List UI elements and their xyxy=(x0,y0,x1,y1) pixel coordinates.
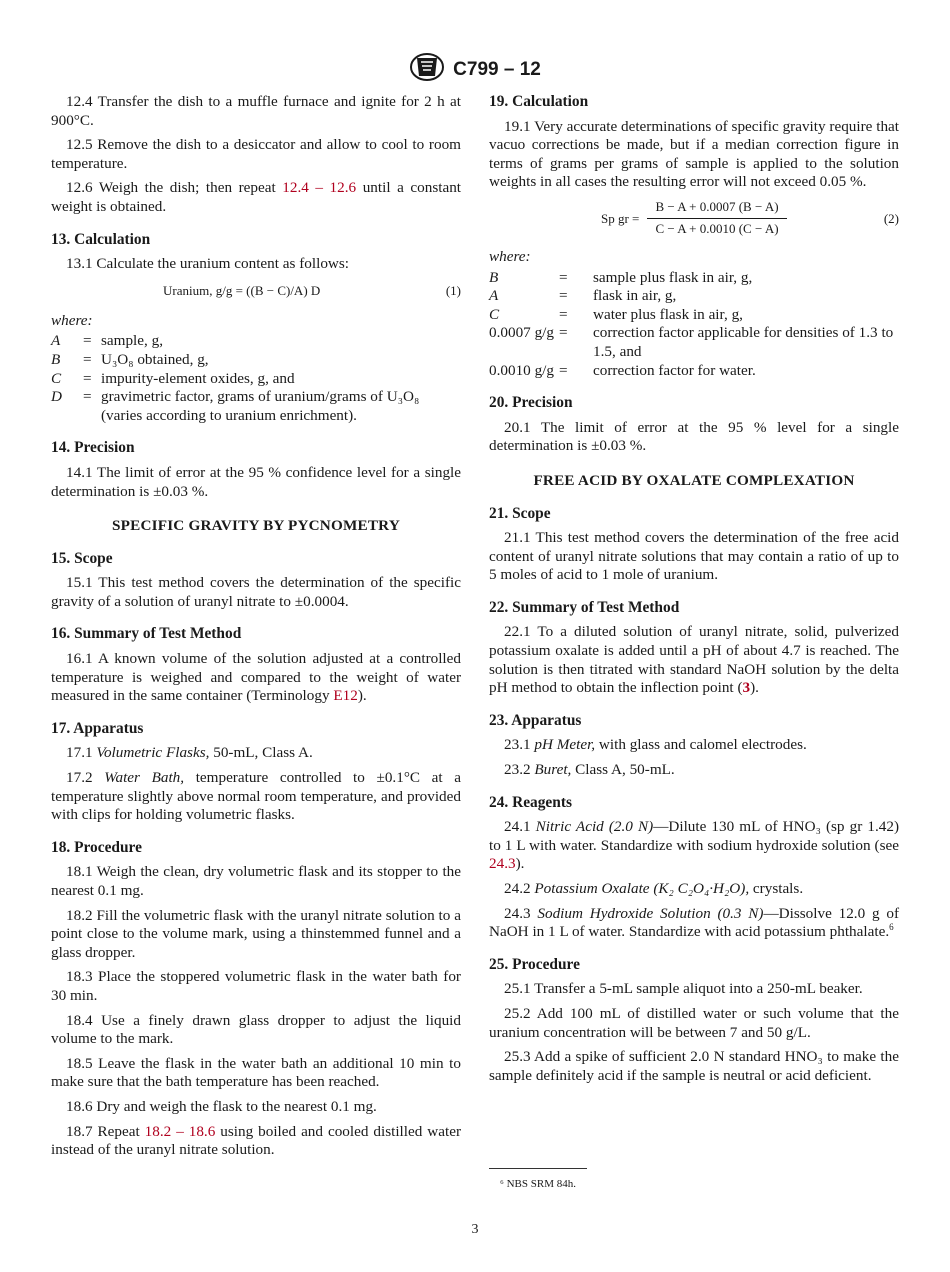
section-heading-17: 17. Apparatus xyxy=(51,719,144,737)
paragraph-18-1: 18.1 Weigh the clean, dry volumetric flask and its stopper to the nearest 0.1 mg. xyxy=(51,863,461,899)
section-heading-25: 25. Procedure xyxy=(489,955,580,973)
section-heading-18: 18. Procedure xyxy=(51,838,142,856)
paragraph-25-2: 25.2 Add 100 mL of distilled water or such volume that the uranium concentration will be between 7 and 50 g/L. xyxy=(489,1004,899,1041)
equation-2-number: (2) xyxy=(883,210,899,226)
footnote-6: ⁶ NBS SRM 84h. xyxy=(500,1178,576,1190)
paragraph-18-2: 18.2 Fill the volumetric flask with the uranyl nitrate solution to a point close to the volume mark, using a thinstemmed funnel and a glass dropper. xyxy=(51,906,461,961)
equation-2 xyxy=(489,198,899,240)
paragraph-13-1: 13.1 Calculate the uranium content as follows: xyxy=(66,255,350,273)
paragraph-18-6: 18.6 Dry and weigh the flask to the nearest 0.1 mg. xyxy=(66,1097,377,1115)
paragraph-18-3: 18.3 Place the stoppered volumetric flask in the water bath for 30 min. xyxy=(51,968,461,1004)
paragraph-18-7: 18.7 Repeat 18.2 – 18.6 using boiled and cooled distilled water instead of the uranyl nitrate solution. xyxy=(51,1122,462,1159)
definition-symbol: 0.0010 g/g xyxy=(489,361,554,379)
section-link-12-4-12-6[interactable]: 12.4 – 12.6 xyxy=(282,179,357,197)
paragraph-19-1: 19.1 Very accurate determinations of specific gravity require that vacuo corrections be made, but if a median correction figure in terms of grams per grams of sample is applied to the solution weights in all cases the resulting error will not exceed 0.05 %. xyxy=(489,117,899,191)
variable-definitions-2: B = sample plus flask in air, g, A = flask in air, g, C = water plus flask in air, g, 0.0007 g/g = correction factor applicable for densities of 1.3 to 1.5, and 0.0010 g/g = correction factor for water. xyxy=(489,269,899,381)
footnote-marker: 6 xyxy=(889,922,894,933)
definition-text: water plus flask in air, g, xyxy=(593,305,743,323)
paragraph-15-1: 15.1 This test method covers the determination of the specific gravity of a solution of uranyl nitrate to ±0.0004. xyxy=(51,574,461,610)
equation-1 xyxy=(51,280,461,304)
definition-symbol: B xyxy=(51,350,61,368)
definition-symbol: D xyxy=(51,388,62,406)
paragraph-25-3: 25.3 Add a spike of sufficient 2.0 N standard HNO₃ to make the sample definitely acid if the sample is neutral or acid deficient. xyxy=(489,1048,899,1084)
paragraph-24-3: 24.3 Sodium Hydroxide Solution (0.3 N)—Dissolve 12.0 g of NaOH in 1 L of water. Standardize with acid potassium phthalate.$^6$ xyxy=(489,904,900,941)
section-heading-24: 24. Reagents xyxy=(489,793,572,811)
definition-text: sample plus flask in air, g, xyxy=(593,268,753,286)
document-designation: C799 – 12 xyxy=(453,58,541,80)
definition-text: impurity-element oxides, g, and xyxy=(101,369,295,387)
definition-text: U₃O₈ obtained, g, xyxy=(101,350,209,368)
definition-text: gravimetric factor, grams of uranium/grams of U₃O₈ (varies according to uranium enrichment). xyxy=(101,388,420,424)
definition-text: correction factor applicable for densities of 1.3 to 1.5, and xyxy=(593,324,894,360)
paragraph-24-1: 24.1 Nitric Acid (2.0 N)—Dilute 130 mL of HNO₃ (sp gr 1.42) to 1 L with water. Standardize with sodium hydroxide solution (see 24.3). xyxy=(489,818,899,873)
paragraph-14-1: 14.1 The limit of error at the 95 % confidence level for a single determination is ±0.03 %. xyxy=(51,463,461,500)
definition-text: flask in air, g, xyxy=(593,287,677,305)
definition-symbol: C xyxy=(489,305,500,323)
paragraph-17-2: 17.2 Water Bath, temperature controlled to ±0.1°C at a temperature slightly above normal room temperature, and provided with clips for holding volumetric flasks. xyxy=(51,769,462,824)
paragraph-23-2: 23.2 Buret, Class A, 50-mL. xyxy=(504,761,675,779)
definition-text: sample, g, xyxy=(101,332,164,350)
section-heading-20: 20. Precision xyxy=(489,394,573,412)
paragraph-21-1: 21.1 This test method covers the determination of the free acid content of uranyl nitrate solutions that may contain a ratio of up to 5 moles of acid to 1 mole of uranium. xyxy=(489,529,899,584)
paragraph-22-1: 22.1 To a diluted solution of uranyl nitrate, solid, pulverized potassium oxalate is added until a pH of about 4.7 is reached. The solution is then titrated with standard NaOH solution by the delta pH method to obtain the inflection point (3). xyxy=(489,623,899,697)
section-heading-13: 13. Calculation xyxy=(51,230,151,248)
definition-symbol: C xyxy=(51,369,62,387)
left-column xyxy=(51,93,461,1166)
paragraph-12-4: 12.4 Transfer the dish to a muffle furnace and ignite for 2 h at 900°C. xyxy=(51,93,461,129)
section-heading-14: 14. Precision xyxy=(51,439,135,457)
paragraph-23-1: 23.1 pH Meter, with glass and calomel electrodes. xyxy=(504,736,807,754)
astm-logo-icon xyxy=(409,52,445,87)
section-heading-15: 15. Scope xyxy=(51,549,113,567)
definition-symbol: B xyxy=(489,268,499,286)
reference-link-3[interactable]: 3 xyxy=(742,679,751,697)
section-heading-23: 23. Apparatus xyxy=(489,711,582,729)
paragraph-20-1: 20.1 The limit of error at the 95 % level for a single determination is ±0.03 %. xyxy=(489,418,899,455)
equation-1-body: Uranium, g/g = ((B − C)/A) D xyxy=(163,282,321,298)
section-heading-16: 16. Summary of Test Method xyxy=(51,625,242,643)
equation-2-denominator: C − A + 0.0010 (C − A) xyxy=(655,220,779,236)
page-header xyxy=(0,52,950,84)
section-heading-22: 22. Summary of Test Method xyxy=(489,598,680,616)
section-heading-19: 19. Calculation xyxy=(489,93,589,110)
footnote-divider xyxy=(489,1168,587,1169)
major-heading-free-acid: FREE ACID BY OXALATE COMPLEXATION xyxy=(533,471,855,489)
paragraph-16-1: 16.1 A known volume of the solution adjusted at a controlled temperature is weighed and compared to the weight of water measured in the same container (Terminology E12). xyxy=(51,650,461,705)
equation-2-lhs: Sp gr = xyxy=(601,210,640,226)
paragraph-12-6: 12.6 Weigh the dish; then repeat 12.4 – 12.6 until a constant weight is obtained. xyxy=(51,179,462,215)
where-label: where: xyxy=(51,311,93,329)
where-label: where: xyxy=(489,247,531,265)
reference-link-e12[interactable]: E12 xyxy=(333,687,358,705)
definition-symbol: A xyxy=(489,287,499,305)
paragraph-25-1: 25.1 Transfer a 5-mL sample aliquot into a 250-mL beaker. xyxy=(504,980,863,998)
paragraph-18-5: 18.5 Leave the flask in the water bath an additional 10 min to make sure that the bath temperature has been reached. xyxy=(51,1054,461,1091)
right-column xyxy=(489,93,899,1091)
definition-symbol: A xyxy=(51,332,61,350)
section-link-24-3[interactable]: 24.3 xyxy=(489,855,516,873)
section-link-18-2-18-6[interactable]: 18.2 – 18.6 xyxy=(144,1122,216,1140)
section-heading-21: 21. Scope xyxy=(489,504,551,522)
paragraph-17-1: 17.1 Volumetric Flasks, 50-mL, Class A. xyxy=(66,744,313,762)
definition-symbol: 0.0007 g/g xyxy=(489,324,554,342)
paragraph-24-2: 24.2 Potassium Oxalate (K₂ C₂O₄·H₂O), crystals. xyxy=(504,880,804,897)
definition-text: correction factor for water. xyxy=(593,361,756,379)
paragraph-18-4: 18.4 Use a finely drawn glass dropper to adjust the liquid volume to the mark. xyxy=(51,1011,461,1048)
paragraph-12-5: 12.5 Remove the dish to a desiccator and allow to cool to room temperature. xyxy=(51,136,461,172)
equation-1-number: (1) xyxy=(445,282,461,298)
major-heading-specific-gravity: SPECIFIC GRAVITY BY PYCNOMETRY xyxy=(111,517,400,535)
equation-2-fraction xyxy=(647,198,787,238)
equation-2-numerator: B − A + 0.0007 (B − A) xyxy=(647,198,787,219)
variable-definitions-1: A = sample, g, B = U₃O₈ obtained, g, C = impurity-element oxides, g, and D = gravimetric factor, grams of uranium/grams of U₃O₈ (varies according to uranium enrichment). xyxy=(51,332,461,425)
page-number: 3 xyxy=(471,1222,479,1237)
